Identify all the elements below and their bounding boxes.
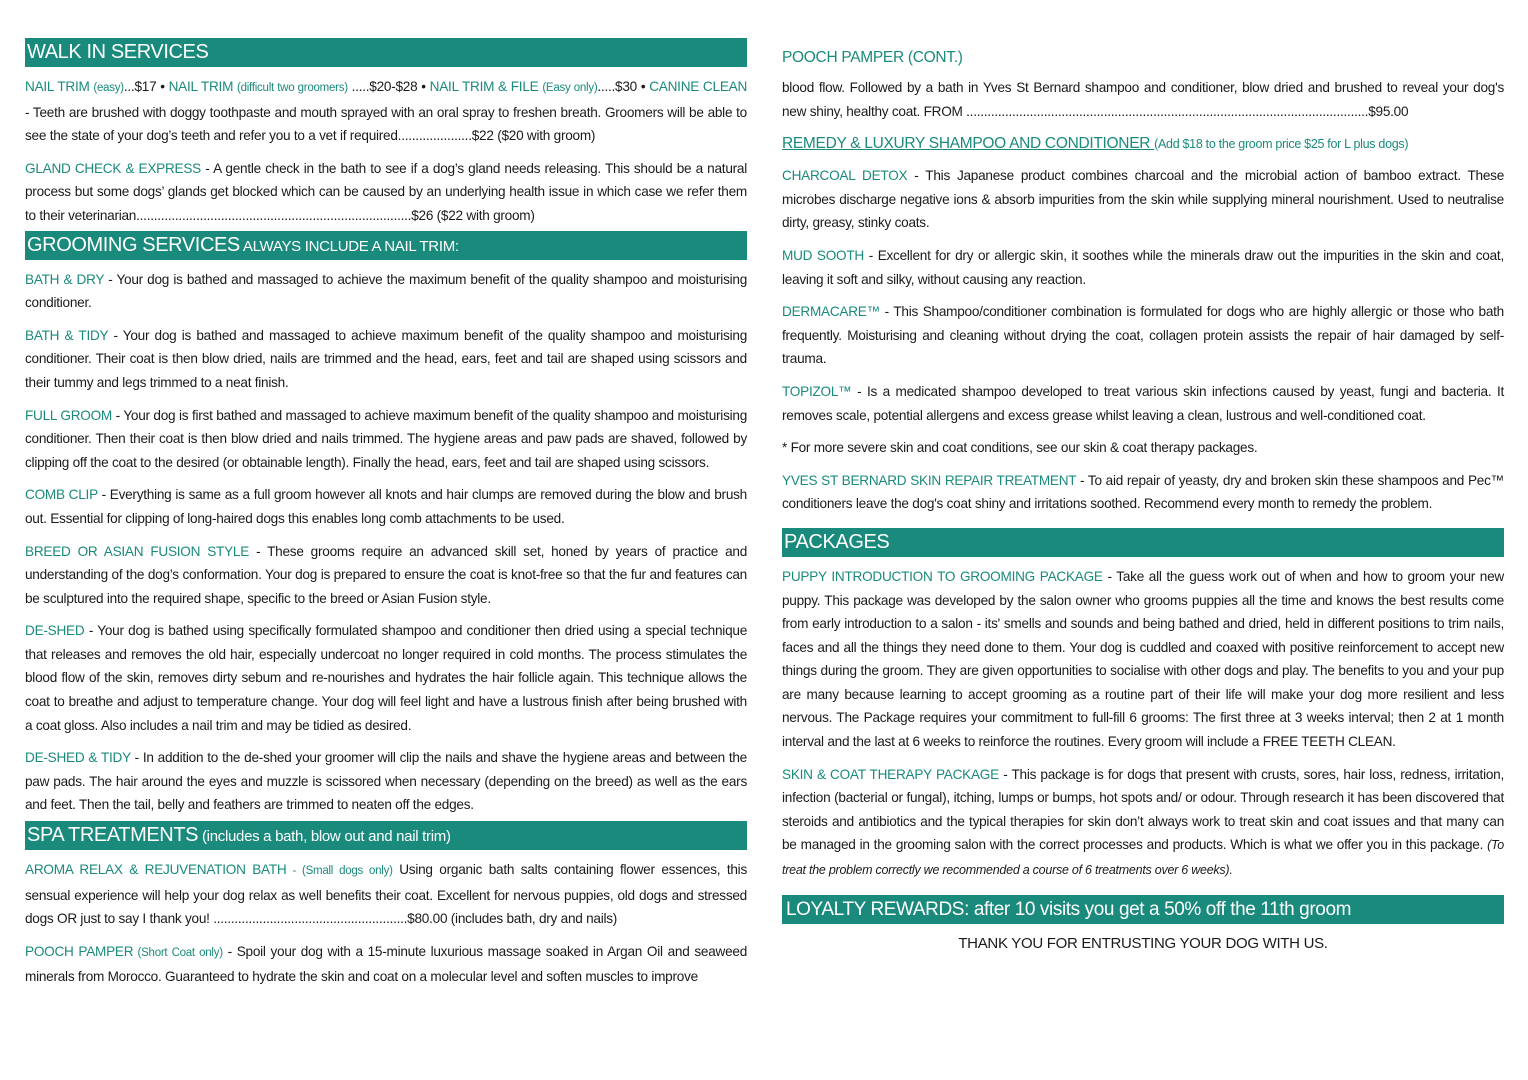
pooch-pamper-cont-title: POOCH PAMPER (CONT.) [782,49,963,66]
nail-trim-easy-price: ...$17 • [123,79,169,94]
yves-st-bernard-desc: - To aid repair of yeasty, dry and broken skin these shampoos and Pec™ conditioners leave the dog's coat shiny and irritations soothed. Recommend every month to remedy the problem. [782,472,1504,512]
grooming-item-desc: - These grooms require an advanced skill set, honed by years of practice and understanding of the dog’s conformation. Your dog is prepared to ensure the coat is knot-free so that the fur and features can be sculptured into the required shape, specific to the breed or Asian Fusion style. [25,543,748,606]
remedy-item-desc: - This Shampoo/conditioner combination is formulated for dogs who are highly allergic or those who bath frequently. Moisturising and cleaning without drying the coat, collagen protein assists the repair of hair damaged by self-trauma. [782,304,1504,367]
remedy-item-desc: - This Japanese product combines charcoal and the microbial action of bamboo extract. These microbes discharge negative ions & absorb impurities from the skin while supplying mineral nourishment. Used to neutralise dirty, greasy, stinky coats. [782,168,1504,231]
puppy-package-item [782,565,1504,754]
grooming-item-name: BATH & TIDY [25,327,109,343]
grooming-item-de-shed-tidy [25,746,747,817]
remedy-luxury-note: (Add $18 to the groom price $25 for L plus dogs) [1154,137,1409,152]
puppy-package-desc: - Take all the guess work out of when and how to groom your new puppy. This package was developed by the salon owner who grooms puppies all the time and knows the best results come from early introduction to a salon - its' smells and sounds and being bathed and dried, held in different positions to trim nails, faces and all the things they need done to them. Your dog is cuddled and coaxed with positive reinforcement to accept new things during the groom. They are given opportunities to socialise with other dogs and play. The benefits to you and your pup are many because learning to accept grooming as a routine part of their life will make your dog more resilient and less nervous. The Package requires your commitment to full-fill 6 grooms: The first three at 3 weeks interval; then 2 at 1 month interval and the last at 6 weeks to reinforce the routines. Every groom will include a FREE TEETH CLEAN. [782,568,1504,750]
remedy-item-desc: - Is a medicated shampoo developed to treat various skin infections caused by yeast, fungi and bacteria. It removes scale, potential allergens and excess grease whilst leaving a clean, lustrous and well-conditioned coat. [782,383,1504,423]
grooming-item-name: BATH & DRY [25,271,104,287]
grooming-item-name: DE-SHED & TIDY [25,750,131,766]
pooch-pamper-name: POOCH PAMPER [25,943,134,959]
nail-trim-easy-name: NAIL TRIM [25,79,90,94]
packages-header [782,528,1504,557]
yves-st-bernard-item [782,469,1504,516]
remedy-luxury-header [782,132,1504,156]
thank-you-message: THANK YOU FOR ENTRUSTING YOUR DOG WITH US. [958,934,1328,952]
loyalty-rewards-text: LOYALTY REWARDS: after 10 visits you get a 50% off the 11th groom [786,898,1352,920]
skin-coat-package-name: SKIN & COAT THERAPY PACKAGE [782,766,999,782]
skin-coat-package-note: (To treat the problem correctly we recommended a course of 6 treatments over 6 weeks). [782,838,1504,878]
packages-title: PACKAGES [784,530,890,553]
grooming-item-de-shed [25,619,747,737]
grooming-item-name: BREED OR ASIAN FUSION STYLE [25,543,250,559]
loyalty-rewards-banner [782,895,1504,924]
spa-treatments-title: SPA TREATMENTS [27,824,199,847]
grooming-item-desc: - Your dog is bathed and massaged to achieve the maximum benefit of the quality shampoo and moisturising conditioner. [25,271,748,311]
remedy-item-name: CHARCOAL DETOX [782,168,908,184]
aroma-relax-name: AROMA RELAX & REJUVENATION BATH [25,862,287,878]
nail-trim-file-name: NAIL TRIM & FILE [429,79,539,94]
walk-in-services-list [25,75,747,148]
grooming-item-bath-tidy [25,324,747,395]
grooming-services-title: GROOMING SERVICES [27,233,240,256]
puppy-package-name: PUPPY INTRODUCTION TO GROOMING PACKAGE [782,568,1103,584]
grooming-item-desc: - In addition to the de-shed your groomer will clip the nails and shave the hygiene areas and between the paw pads. The hair around the eyes and muzzle is scissored when necessary (depending on the breed) as well as the ears and feet. Then the tail, belly and feathers are trimmed to neaten off the edges. [25,750,747,813]
pooch-pamper-desc: - Spoil your dog with a 15-minute luxurious massage soaked in Argan Oil and seaweed minerals from Morocco. Guaranteed to hydrate the skin and coat on a molecular level and soften muscles to improve [25,943,747,985]
aroma-relax-desc: Using organic bath salts containing flower essences, this sensual experience will help your dog relax as well benefits their coat. Excellent for nervous puppies, old dogs and stressed dogs OR just to say I thank you! .......................................................$80.00 (includes bath, dry and nails) [25,862,748,927]
yves-st-bernard-name: YVES ST BERNARD SKIN REPAIR TREATMENT [782,472,1077,488]
gland-check-desc: - A gentle check in the bath to see if a dog’s gland needs releasing. This should be a natural process but some dogs’ glands get blocked which can be caused by an underlying health issue in which case we refer them to their veterinarian..............................................................................$26 ($22 with groom) [25,160,747,223]
grooming-item-desc: - Your dog is bathed and massaged to achieve maximum benefit of the quality shampoo and moisturising conditioner. Their coat is then blow dried, nails are trimmed and the head, ears, feet and tail are shaped using scissors and their tummy and legs trimmed to a neat finish. [25,327,747,390]
spa-item-pooch-pamper [25,940,747,989]
canine-clean-name: CANINE CLEAN [649,79,748,94]
grooming-item-desc: - Your dog is bathed using specifically formulated shampoo and conditioner then dried using a special technique that releases and removes the old hair, especially undercoat no longer required in cold months. The process stimulates the blood flow of the skin, removes dirty sebum and re-nourishes and hydrates the hair follicle again. This technique allows the coat to breathe and adjust to temperature change. Your dog will feel light and have a lustrous finish after being brushed with a coat gloss. Also includes a nail trim and may be tidied as desired. [25,623,747,733]
walk-in-services-title: WALK IN SERVICES [27,41,209,63]
remedy-item-name: MUD SOOTH [782,247,864,263]
spa-treatments-header [25,821,747,850]
grooming-services-header [25,231,747,260]
pooch-pamper-qualifier: (Short Coat only) [133,946,223,959]
remedy-luxury-title: REMEDY & LUXURY SHAMPOO AND CONDITIONER [782,135,1155,153]
skin-coat-package-desc: - This package is for dogs that present with crusts, sores, hair loss, redness, irritation, infection (bacterial or fungal), itching, lumps or bumps, hot spots and/ or odour. Through research it has been discovered that steroids and antibiotics and the typical therapies for skin don’t always work to treat skin and coat issues and that many can be managed in the grooming salon with the correct processes and products. Which is what we offer you in this package. [782,766,1504,853]
nail-trim-difficult-price: .....$20-$28 • [347,79,430,94]
remedy-item-name: TOPIZOL™ [782,383,852,399]
nail-trim-file-qualifier: (Easy only) [542,82,598,94]
grooming-item-full-groom [25,404,747,475]
left-column [25,38,747,998]
aroma-relax-qualifier: - (Small dogs only) [286,865,393,878]
remedy-item-topizol [782,380,1504,427]
spa-item-aroma-relax [25,858,747,931]
grooming-item-comb-clip [25,483,747,530]
grooming-services-subtitle: ALWAYS INCLUDE A NAIL TRIM: [239,237,459,255]
grooming-item-breed-style [25,540,747,611]
canine-clean-desc: - Teeth are brushed with doggy toothpaste and mouth sprayed with an oral spray to freshen breath. Groomers will be able to see the state of your dog’s teeth and refer you to a vet if required.....................$22 ($20 with groom) [25,104,747,144]
nail-trim-difficult-name: NAIL TRIM [168,79,234,94]
nail-trim-difficult-qualifier: (difficult two groomers) [237,82,348,94]
remedy-item-name: DERMACARE™ [782,304,880,320]
gland-check-name: GLAND CHECK & EXPRESS [25,160,202,176]
skin-coat-footnote: * For more severe skin and coat conditions, see our skin & coat therapy packages. [782,440,1258,456]
pooch-pamper-cont-desc: blood flow. Followed by a bath in Yves St Bernard shampoo and conditioner, blow dried and brushed to reveal your dog's new shiny, healthy coat. FROM ..................................................................................................................$95.00 [782,80,1504,119]
remedy-item-desc: - Excellent for dry or allergic skin, it soothes while the minerals draw out the impurities in the skin and coat, leaving it soft and silky, without causing any reaction. [782,247,1504,287]
grooming-item-name: COMB CLIP [25,487,98,503]
skin-coat-package-item [782,763,1504,883]
spa-treatments-subtitle: (includes a bath, blow out and nail trim) [198,828,451,846]
remedy-item-mud-sooth [782,244,1504,291]
grooming-item-bath-dry [25,268,747,315]
grooming-item-desc: - Everything is same as a full groom however all knots and hair clumps are removed during the blow and brush out. Essential for clipping of long-haired dogs this enables long comb attachments to be used. [25,487,747,526]
walk-in-services-header [25,38,747,67]
remedy-item-dermacare [782,300,1504,371]
remedy-item-charcoal-detox [782,164,1504,235]
grooming-item-desc: - Your dog is first bathed and massaged to achieve maximum benefit of the quality shampoo and moisturising conditioner. Then their coat is then blow dried and nails trimmed. The hygiene areas and paw pads are shaved, followed by clipping off the coat to the desired (or obtainable length). Finally the head, ears, feet and tail are shaped using scissors. [25,407,748,470]
nail-trim-file-price: .....$30 • [597,79,650,94]
nail-trim-easy-qualifier: (easy) [93,82,124,94]
grooming-item-name: FULL GROOM [25,407,112,423]
grooming-item-name: DE-SHED [25,623,85,639]
gland-check-item [25,157,747,228]
right-column [782,46,1504,955]
